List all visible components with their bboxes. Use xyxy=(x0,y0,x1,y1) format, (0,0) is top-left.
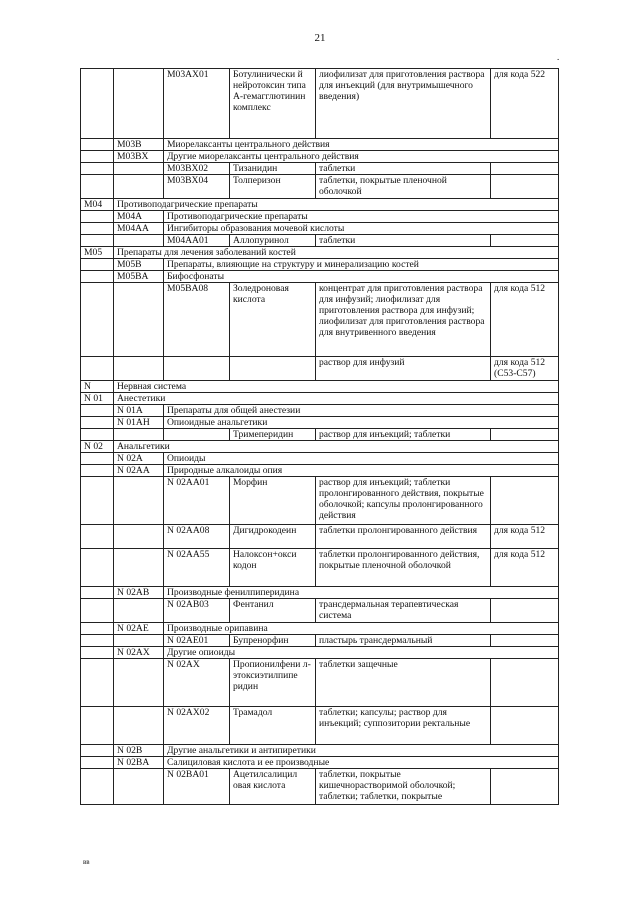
cell-note: для кода 512 xyxy=(491,283,559,357)
cell-subgroup-code xyxy=(114,549,164,587)
cell-group-name: Другие опиоиды xyxy=(164,647,559,659)
cell-atc-code: N 02AX xyxy=(164,659,230,707)
table-row xyxy=(81,393,559,405)
cell-group-code xyxy=(81,477,114,525)
table-row xyxy=(81,453,559,465)
table-row xyxy=(81,381,559,393)
table-row xyxy=(81,139,559,151)
cell-subgroup-code: M03BX xyxy=(114,151,164,163)
table-row xyxy=(81,163,559,175)
cell-atc-code: N 02AA55 xyxy=(164,549,230,587)
cell-group-name: Препараты для лечения заболеваний костей xyxy=(114,247,559,259)
cell-group-code xyxy=(81,453,114,465)
cell-subgroup-code xyxy=(114,599,164,623)
table-row xyxy=(81,211,559,223)
cell-group-code xyxy=(81,599,114,623)
cell-dosage-form: раствор для инфузий xyxy=(316,357,491,381)
cell-group-code xyxy=(81,587,114,599)
cell-group-code xyxy=(81,259,114,271)
cell-subgroup-code: N 02AE xyxy=(114,623,164,635)
table-row xyxy=(81,623,559,635)
cell-group-code xyxy=(81,659,114,707)
cell-group-code xyxy=(81,707,114,745)
cell-drug-name: Ботулинически й нейротоксин типа А-гемагглютинин комплекс xyxy=(230,69,316,139)
cell-group-name: Природные алкалоиды опия xyxy=(164,465,559,477)
cell-subgroup-code: N 02A xyxy=(114,453,164,465)
cell-drug-name: Дигидрокодеин xyxy=(230,525,316,549)
table-row xyxy=(81,151,559,163)
cell-dosage-form: таблетки пролонгированного действия xyxy=(316,525,491,549)
cell-group-code: N 01 xyxy=(81,393,114,405)
cell-note: для кода 512 xyxy=(491,525,559,549)
table-row xyxy=(81,357,559,381)
table-row xyxy=(81,587,559,599)
table-row xyxy=(81,659,559,707)
cell-subgroup-code xyxy=(114,283,164,357)
cell-subgroup-code xyxy=(114,357,164,381)
cell-atc-code: M05BA08 xyxy=(164,283,230,357)
table-row xyxy=(81,707,559,745)
cell-subgroup-code xyxy=(114,69,164,139)
table-row xyxy=(81,647,559,659)
cell-group-name: Противоподагрические препараты xyxy=(164,211,559,223)
cell-subgroup-code xyxy=(114,429,164,441)
table-row xyxy=(81,549,559,587)
cell-dosage-form: раствор для инъекций; таблетки пролонгированного действия, покрытые оболочкой; капсулы пролонгированного действия xyxy=(316,477,491,525)
cell-subgroup-code xyxy=(114,769,164,805)
table-row xyxy=(81,235,559,247)
table-row xyxy=(81,635,559,647)
cell-atc-code: M03BX02 xyxy=(164,163,230,175)
table-row xyxy=(81,69,559,139)
table-row xyxy=(81,223,559,235)
cell-atc-code: N 02AA08 xyxy=(164,525,230,549)
cell-atc-code: N 02AE01 xyxy=(164,635,230,647)
cell-group-name: Производные фенилпиперидина xyxy=(164,587,559,599)
cell-group-name: Производные орипавина xyxy=(164,623,559,635)
cell-dosage-form: таблетки xyxy=(316,163,491,175)
cell-drug-name: Тримеперидин xyxy=(230,429,316,441)
table-row xyxy=(81,525,559,549)
cell-group-code xyxy=(81,769,114,805)
cell-group-code xyxy=(81,549,114,587)
drug-table xyxy=(80,68,559,805)
cell-group-code xyxy=(81,175,114,199)
cell-group-name: Ингибиторы образования мочевой кислоты xyxy=(164,223,559,235)
cell-subgroup-code: N 02AA xyxy=(114,465,164,477)
cell-group-code xyxy=(81,623,114,635)
cell-group-code xyxy=(81,151,114,163)
table-row xyxy=(81,477,559,525)
cell-group-code xyxy=(81,429,114,441)
table-row xyxy=(81,429,559,441)
table-body xyxy=(81,69,559,805)
cell-group-name: Противоподагрические препараты xyxy=(114,199,559,211)
cell-subgroup-code xyxy=(114,707,164,745)
table-row xyxy=(81,199,559,211)
cell-dosage-form: пластырь трансдермальный xyxy=(316,635,491,647)
cell-note xyxy=(491,769,559,805)
cell-subgroup-code: M04A xyxy=(114,211,164,223)
cell-dosage-form: таблетки; капсулы; раствор для инъекций; суппозитории ректальные xyxy=(316,707,491,745)
cell-group-code xyxy=(81,69,114,139)
table-row xyxy=(81,441,559,453)
cell-drug-name: Морфин xyxy=(230,477,316,525)
cell-atc-code: M04AA01 xyxy=(164,235,230,247)
cell-group-code xyxy=(81,283,114,357)
cell-group-name: Препараты, влияющие на структуру и минерализацию костей xyxy=(164,259,559,271)
cell-group-code xyxy=(81,647,114,659)
cell-note xyxy=(491,707,559,745)
cell-group-code xyxy=(81,405,114,417)
cell-dosage-form: концентрат для приготовления раствора для инфузий; лиофилизат для приготовления раствора для инфузий; лиофилизат для приготовления раствора для внутривенного введения xyxy=(316,283,491,357)
cell-subgroup-code xyxy=(114,635,164,647)
cell-atc-code xyxy=(164,357,230,381)
footer-mark: вв xyxy=(83,858,90,866)
cell-atc-code xyxy=(164,429,230,441)
cell-drug-name: Бупренорфин xyxy=(230,635,316,647)
cell-drug-name: Пропионилфени л-этоксиэтилпипе ридин xyxy=(230,659,316,707)
cell-group-code xyxy=(81,139,114,151)
cell-note xyxy=(491,163,559,175)
cell-group-code: M05 xyxy=(81,247,114,259)
cell-atc-code: N 02AB03 xyxy=(164,599,230,623)
cell-atc-code: M03AX01 xyxy=(164,69,230,139)
table-row xyxy=(81,247,559,259)
table-row xyxy=(81,259,559,271)
cell-group-name: Препараты для общей анестезии xyxy=(164,405,559,417)
cell-group-name: Опиоиды xyxy=(164,453,559,465)
cell-atc-code: N 02AA01 xyxy=(164,477,230,525)
cell-group-name: Опиоидные анальгетики xyxy=(164,417,559,429)
cell-group-code xyxy=(81,757,114,769)
cell-note xyxy=(491,659,559,707)
cell-dosage-form: таблетки защечные xyxy=(316,659,491,707)
cell-subgroup-code: N 02AB xyxy=(114,587,164,599)
cell-subgroup-code: M03B xyxy=(114,139,164,151)
cell-group-code xyxy=(81,271,114,283)
cell-drug-name: Ацетилсалицил овая кислота xyxy=(230,769,316,805)
table-row xyxy=(81,417,559,429)
cell-group-code: N 02 xyxy=(81,441,114,453)
cell-subgroup-code: M05B xyxy=(114,259,164,271)
cell-note: для кода 522 xyxy=(491,69,559,139)
cell-group-code xyxy=(81,357,114,381)
cell-dosage-form: лиофилизат для приготовления раствора для инъекций (для внутримышечного введения) xyxy=(316,69,491,139)
cell-group-name: Другие анальгетики и антипиретики xyxy=(164,745,559,757)
cell-note xyxy=(491,477,559,525)
cell-group-name: Нервная система xyxy=(114,381,559,393)
cell-dosage-form: таблетки xyxy=(316,235,491,247)
cell-atc-code: N 02BA01 xyxy=(164,769,230,805)
cell-group-code xyxy=(81,223,114,235)
cell-subgroup-code xyxy=(114,175,164,199)
cell-group-code xyxy=(81,163,114,175)
cell-subgroup-code xyxy=(114,235,164,247)
cell-dosage-form: таблетки, покрытые кишечнорастворимой оболочкой; таблетки; таблетки, покрытые xyxy=(316,769,491,805)
cell-group-code xyxy=(81,211,114,223)
table-row xyxy=(81,283,559,357)
cell-dosage-form: таблетки, покрытые пленочной оболочкой xyxy=(316,175,491,199)
cell-dosage-form: трансдермальная терапевтическая система xyxy=(316,599,491,623)
cell-subgroup-code: N 01AH xyxy=(114,417,164,429)
cell-drug-name: Трамадол xyxy=(230,707,316,745)
cell-subgroup-code: M05BA xyxy=(114,271,164,283)
cell-note: для кода 512 xyxy=(491,549,559,587)
cell-group-name: Другие миорелаксанты центрального действия xyxy=(164,151,559,163)
cell-drug-name: Налоксон+окси кодон xyxy=(230,549,316,587)
cell-group-name: Бифосфонаты xyxy=(164,271,559,283)
table-row xyxy=(81,757,559,769)
cell-note xyxy=(491,175,559,199)
cell-subgroup-code: N 02BA xyxy=(114,757,164,769)
cell-subgroup-code xyxy=(114,477,164,525)
cell-atc-code: M03BX04 xyxy=(164,175,230,199)
cell-group-name: Салициловая кислота и ее производные xyxy=(164,757,559,769)
cell-drug-name xyxy=(230,357,316,381)
cell-group-code xyxy=(81,417,114,429)
cell-group-code xyxy=(81,465,114,477)
cell-group-name: Миорелаксанты центрального действия xyxy=(164,139,559,151)
cell-drug-name: Золедроновая кислота xyxy=(230,283,316,357)
cell-group-name: Анестетики xyxy=(114,393,559,405)
cell-note xyxy=(491,429,559,441)
cell-drug-name: Аллопуринол xyxy=(230,235,316,247)
table-row xyxy=(81,599,559,623)
cell-subgroup-code: N 02AX xyxy=(114,647,164,659)
scan-dot: . xyxy=(557,52,560,62)
cell-subgroup-code: N 02B xyxy=(114,745,164,757)
cell-drug-name: Толперизон xyxy=(230,175,316,199)
table-row xyxy=(81,745,559,757)
cell-subgroup-code: N 01A xyxy=(114,405,164,417)
cell-group-code xyxy=(81,745,114,757)
cell-subgroup-code xyxy=(114,163,164,175)
cell-subgroup-code xyxy=(114,525,164,549)
cell-group-code: N xyxy=(81,381,114,393)
cell-note: для кода 512 (C53-C57) xyxy=(491,357,559,381)
table-row xyxy=(81,465,559,477)
cell-group-code xyxy=(81,235,114,247)
cell-group-code xyxy=(81,525,114,549)
cell-group-name: Анальгетики xyxy=(114,441,559,453)
cell-drug-name: Тизанидин xyxy=(230,163,316,175)
cell-note xyxy=(491,635,559,647)
cell-drug-name: Фентанил xyxy=(230,599,316,623)
cell-note xyxy=(491,599,559,623)
cell-dosage-form: раствор для инъекций; таблетки xyxy=(316,429,491,441)
cell-group-code: M04 xyxy=(81,199,114,211)
cell-atc-code: N 02AX02 xyxy=(164,707,230,745)
cell-note xyxy=(491,235,559,247)
cell-subgroup-code: M04AA xyxy=(114,223,164,235)
table-row xyxy=(81,405,559,417)
cell-group-code xyxy=(81,635,114,647)
page-number: 21 xyxy=(314,32,326,44)
table-row xyxy=(81,271,559,283)
cell-dosage-form: таблетки пролонгированного действия, покрытые пленочной оболочкой xyxy=(316,549,491,587)
table-row xyxy=(81,769,559,805)
cell-subgroup-code xyxy=(114,659,164,707)
table-row xyxy=(81,175,559,199)
